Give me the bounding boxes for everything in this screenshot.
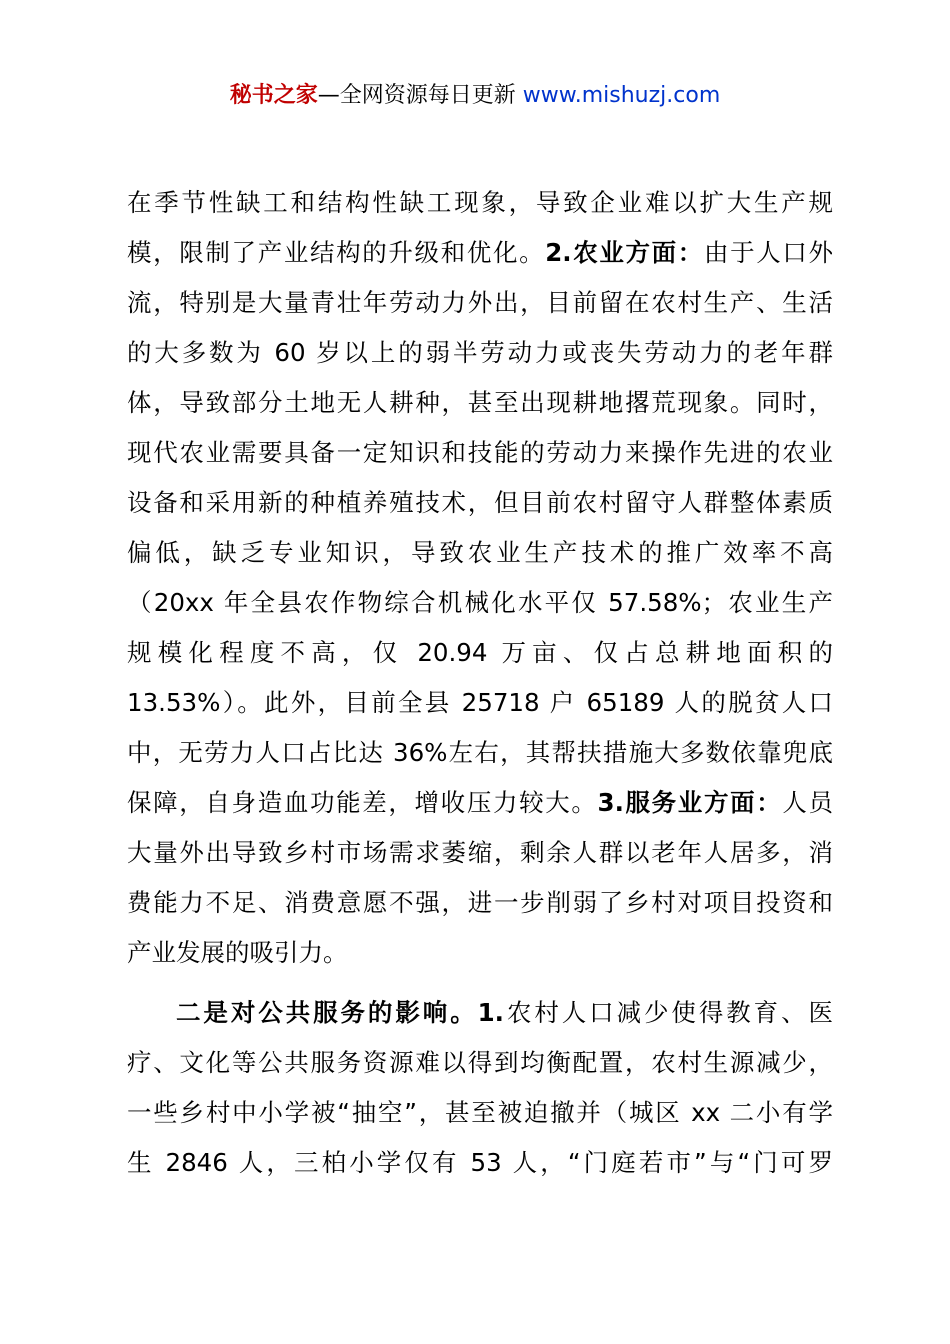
text-line: 疗、文化等公共服务资源难以得到均衡配置，农村生源减少， <box>127 1048 833 1077</box>
text-line: 的大多数为 60 岁以上的弱半劳动力或丧失劳动力的老年群 <box>127 338 833 367</box>
text-line: 二是对公共服务的影响。1.农村人口减少使得教育、医 <box>176 998 834 1027</box>
text-line: 体，导致部分土地无人耕种，甚至出现耕地撂荒现象。同时， <box>127 388 833 417</box>
text-line: 模，限制了产业结构的升级和优化。2.农业方面：由于人口外 <box>127 238 834 267</box>
section-heading-public-services: 二是对公共服务的影响。 <box>176 998 478 1027</box>
text-line: 13.53%）。此外，目前全县 25718 户 65189 人的脱贫人口 <box>127 688 833 717</box>
section-heading-services: 3.服务业方面： <box>597 788 783 817</box>
document-body <box>127 178 833 1188</box>
site-tagline: —全网资源每日更新 <box>317 83 523 108</box>
text-line: 现代农业需要具备一定知识和技能的劳动力来操作先进的农业 <box>127 438 833 467</box>
text-line: 大量外出导致乡村市场需求萎缩，剩余人群以老年人居多，消 <box>127 838 833 867</box>
text-line: 流，特别是大量青壮年劳动力外出，目前留在农村生产、生活 <box>127 288 833 317</box>
text-line: （20xx 年全县农作物综合机械化水平仅 57.58%；农业生产 <box>127 588 833 617</box>
text-line: 中，无劳力人口占比达 36%左右，其帮扶措施大多数依靠兜底 <box>127 738 833 767</box>
text-line: 偏低，缺乏专业知识，导致农业生产技术的推广效率不高 <box>127 538 833 567</box>
text-line: 保障，自身造血功能差，增收压力较大。3.服务业方面：人员 <box>127 788 834 817</box>
text-line: 规模化程度不高，仅 20.94 万亩、仅占总耕地面积的 <box>127 638 833 667</box>
text-line: 一些乡村中小学被“抽空”，甚至被迫撤并（城区 xx 二小有学 <box>127 1098 833 1127</box>
site-url-link[interactable]: www.mishuzj.com <box>522 83 721 108</box>
text-line: 费能力不足、消费意愿不强，进一步削弱了乡村对项目投资和 <box>127 888 833 917</box>
text-line: 在季节性缺工和结构性缺工现象，导致企业难以扩大生产规 <box>127 188 833 217</box>
section-heading-agriculture: 2.农业方面： <box>545 238 704 267</box>
site-header <box>0 80 950 112</box>
text-line: 生 2846 人，三柏小学仅有 53 人，“门庭若市”与“门可罗 <box>127 1148 833 1177</box>
text-line: 设备和采用新的种植养殖技术，但目前农村留守人群整体素质 <box>127 488 833 517</box>
text-line: 产业发展的吸引力。 <box>127 938 348 967</box>
site-brand: 秘书之家 <box>229 83 318 108</box>
